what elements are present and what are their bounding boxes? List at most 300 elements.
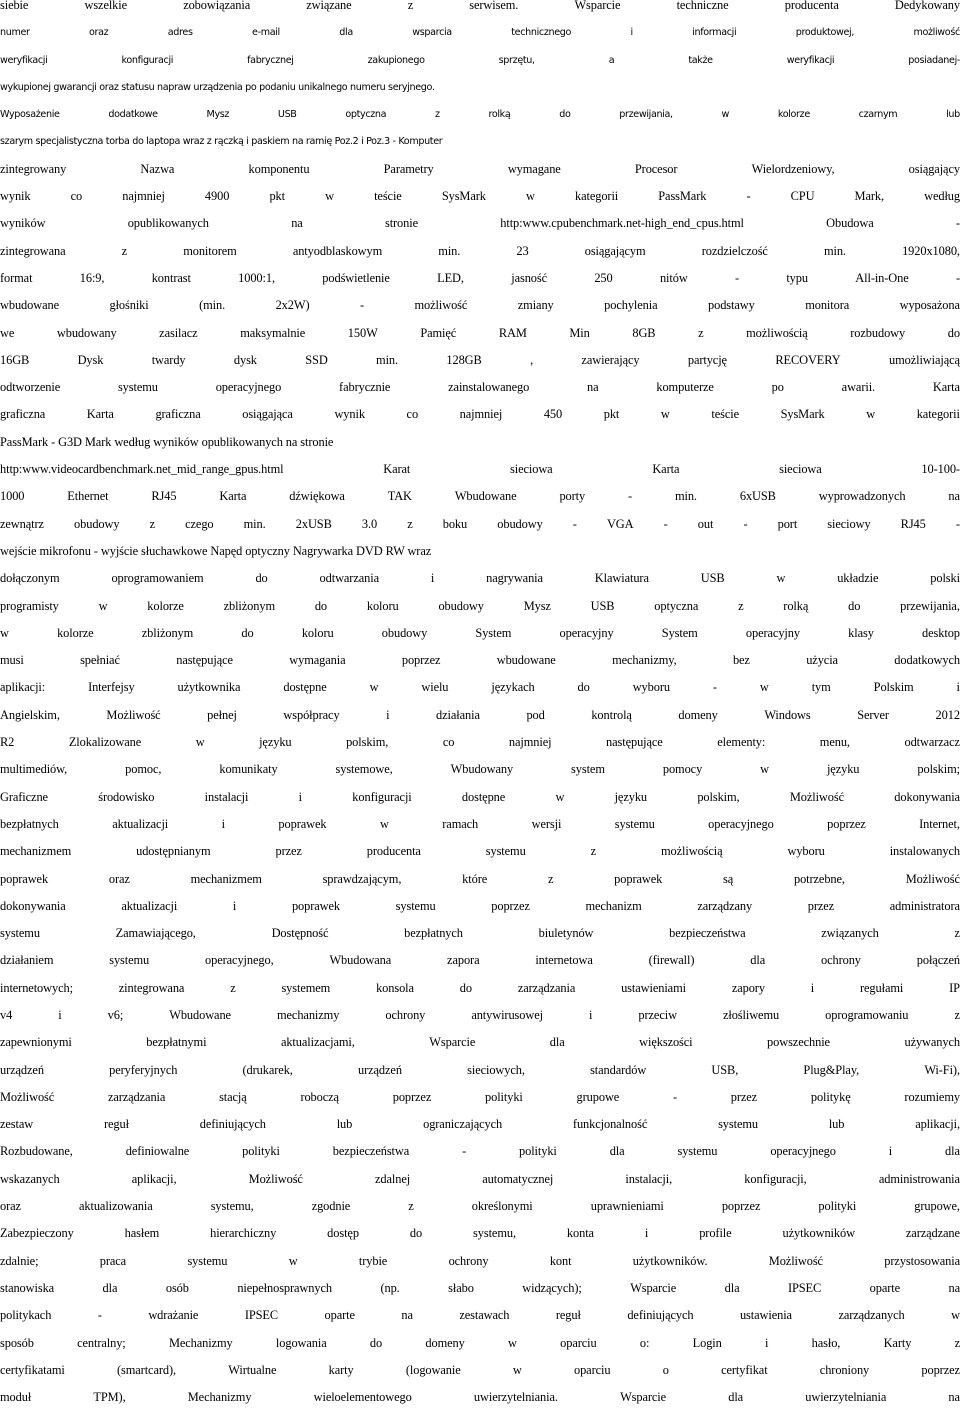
word: językach	[491, 680, 535, 695]
word: oprogramowaniu	[825, 1007, 909, 1022]
word: instalacji,	[625, 1171, 673, 1186]
word: Wbudowane	[454, 489, 517, 504]
word: VGA	[606, 516, 634, 531]
word: osiągająca	[242, 407, 293, 422]
word: serwisem.	[469, 0, 519, 12]
text-line	[0, 1057, 960, 1084]
word: automatycznej	[482, 1171, 554, 1186]
word: TAK	[387, 489, 412, 504]
word: 16:9,	[79, 270, 105, 285]
text-line	[0, 1084, 960, 1111]
word: Wsparcie	[620, 1390, 667, 1405]
word: zasilacz	[159, 325, 198, 340]
word: (smartcard),	[117, 1362, 176, 1377]
word: przez	[730, 1089, 758, 1104]
word: min.	[823, 243, 846, 258]
word: wdrażanie	[148, 1308, 199, 1323]
word: multimediów,	[0, 762, 68, 777]
word: dla	[549, 1035, 565, 1050]
word: następujące	[606, 735, 663, 750]
word: Internet,	[919, 816, 960, 831]
word: polityki	[818, 1199, 857, 1214]
word: osiągającym	[584, 243, 646, 258]
text-line	[0, 292, 960, 319]
text-line	[0, 1330, 960, 1357]
word: i	[810, 980, 815, 995]
word: obudowy	[74, 516, 120, 531]
word: z	[408, 1199, 414, 1214]
word: IP	[949, 980, 960, 995]
word: Możliwość	[0, 1089, 55, 1104]
word: wskazanych	[0, 1171, 60, 1186]
word: w	[866, 407, 876, 422]
word: ustawienia	[739, 1308, 792, 1323]
word: hasło,	[811, 1335, 841, 1350]
text-line	[0, 320, 960, 347]
word: Ethernet	[67, 489, 109, 504]
word: 8GB	[632, 325, 656, 340]
word: Procesor	[634, 161, 678, 176]
word: na	[948, 1390, 960, 1405]
word: i	[386, 707, 390, 722]
word: certyfikat	[721, 1362, 768, 1377]
word: słabo	[448, 1280, 474, 1295]
word: operacyjnego	[215, 380, 282, 395]
word: dla	[724, 1280, 740, 1295]
word: po	[771, 380, 784, 395]
text-line	[0, 47, 960, 74]
text-line: wykupionej gwarancji oraz statusu napraw urządzenia po podaniu unikalnego numeru seryjnego.	[0, 81, 435, 93]
text-line	[0, 866, 960, 893]
word: Zamawiającego,	[115, 926, 196, 941]
word: podświetlenie	[322, 270, 390, 285]
word: kont	[549, 1253, 572, 1268]
word: dodatkowych	[894, 653, 960, 668]
word: czego	[185, 516, 214, 531]
word: wyboru	[632, 680, 670, 695]
word: 150W	[347, 325, 378, 340]
word: klasy	[848, 625, 874, 640]
text-line	[0, 183, 960, 210]
word: kolorze	[147, 598, 184, 613]
word: optyczna	[654, 598, 699, 613]
word: Polskim	[873, 680, 914, 695]
word: dokonywania	[0, 898, 66, 913]
word: kategorii	[916, 407, 960, 422]
text-line	[0, 838, 960, 865]
word: musi	[0, 653, 24, 668]
word: produktowej,	[795, 27, 855, 39]
word: operacyjnego	[770, 1144, 836, 1159]
word: na	[948, 489, 960, 504]
word: IPSEC	[787, 1280, 822, 1295]
word: elementy:	[717, 735, 766, 750]
word: systemu	[718, 1117, 758, 1132]
word: Karat	[383, 462, 411, 477]
word: ,	[530, 352, 534, 367]
word: a	[608, 54, 615, 66]
word: umożliwiającą	[888, 352, 960, 367]
text-line	[0, 1384, 960, 1411]
text-line	[0, 620, 960, 647]
word: także	[688, 54, 713, 66]
word: USB,	[711, 1062, 739, 1077]
word: mechanizmem	[190, 871, 262, 886]
word: układzie	[837, 571, 879, 586]
word: typu	[786, 270, 808, 285]
word: udostępnianym	[136, 844, 211, 859]
word: konfiguracji,	[744, 1171, 807, 1186]
word: -	[663, 516, 668, 531]
word: informacji	[692, 27, 737, 39]
word: definiujących	[199, 1117, 266, 1132]
word: SysMark	[441, 189, 486, 204]
text-line	[0, 1220, 960, 1247]
word: języku	[259, 735, 292, 750]
word: rozdzielczość	[701, 243, 768, 258]
word: związanych	[821, 926, 879, 941]
text-line	[0, 811, 960, 838]
word: w	[98, 598, 108, 613]
word: systemu	[187, 1253, 228, 1268]
word: System	[661, 625, 698, 640]
word: http:www.cpubenchmark.net-high_end_cpus.html	[500, 216, 744, 231]
word: w	[512, 1362, 522, 1377]
word: aplikacji,	[131, 1171, 177, 1186]
word: odtwarzania	[319, 571, 379, 586]
word: stanowiska	[0, 1280, 55, 1295]
word: zdalnie;	[0, 1253, 39, 1268]
word: systemowe,	[335, 762, 393, 777]
word: standardów	[590, 1062, 647, 1077]
word: w	[288, 1253, 298, 1268]
word: określonymi	[471, 1199, 533, 1214]
word: CPU	[790, 189, 815, 204]
word: 16GB	[0, 352, 30, 367]
word: w	[759, 680, 769, 695]
word: stronie	[384, 216, 418, 231]
word: bezpieczeństwa	[669, 926, 746, 941]
word: na	[587, 380, 599, 395]
word: Server	[857, 707, 889, 722]
word: aktualizacji	[112, 816, 169, 831]
word: zobowiązania	[183, 0, 251, 12]
word: przez	[807, 898, 835, 913]
word: 2012	[935, 707, 960, 722]
word: profile	[699, 1226, 732, 1241]
word: systemu	[614, 816, 655, 831]
word: hierarchiczny	[210, 1226, 277, 1241]
word: wymagania	[289, 653, 346, 668]
word: teście	[711, 407, 739, 422]
word: do	[459, 980, 472, 995]
word: Wbudowane	[169, 1007, 231, 1022]
word: powszechnie	[767, 1035, 830, 1050]
word: dźwiękowa	[289, 489, 345, 504]
word: wymagane	[507, 161, 561, 176]
word: w	[0, 625, 9, 640]
word: administrowania	[878, 1171, 960, 1186]
word: fabrycznej	[247, 54, 294, 66]
word: i	[298, 789, 302, 804]
word: teście	[374, 189, 402, 204]
word: użytkownika	[177, 680, 241, 695]
word: możliwość	[414, 298, 468, 313]
word: weryfikacji	[786, 54, 835, 66]
word: http:www.videocardbenchmark.net_mid_range_gpus.html	[0, 462, 284, 477]
word: praca	[99, 1253, 127, 1268]
word: niepełnosprawnych	[237, 1280, 332, 1295]
word: zestawach	[459, 1308, 510, 1323]
word: bez	[732, 653, 750, 668]
word: są	[723, 871, 734, 886]
text-line	[0, 101, 960, 128]
word: użytkowników.	[632, 1253, 708, 1268]
word: optyczna	[345, 109, 387, 121]
word: v4	[0, 1007, 13, 1022]
word: wynik	[0, 189, 31, 204]
word: dysk	[233, 352, 257, 367]
word: zapewnionymi	[0, 1035, 72, 1050]
word: dostępne	[461, 789, 506, 804]
word: dla	[609, 1144, 625, 1159]
word: Możliwość	[905, 871, 960, 886]
word: połączeń	[916, 953, 960, 968]
word: kontrolą	[591, 707, 632, 722]
text-line	[0, 920, 960, 947]
word: USB	[277, 109, 297, 121]
word: systemem	[281, 980, 331, 995]
word: poprzez	[921, 1362, 960, 1377]
word: porty	[559, 489, 586, 504]
word: operacyjny	[559, 625, 614, 640]
word: operacyjnego,	[205, 953, 274, 968]
word: w	[195, 735, 205, 750]
word: Dedykowany	[894, 0, 960, 12]
word: poprzez	[401, 653, 441, 668]
word: w	[721, 109, 730, 121]
word: w	[379, 816, 389, 831]
text-line	[0, 702, 960, 729]
word: sieciowa	[510, 462, 553, 477]
word: politykach	[0, 1308, 52, 1323]
word: biuletynów	[538, 926, 594, 941]
word: domeny	[678, 707, 718, 722]
word: producenta	[366, 844, 421, 859]
word: z	[149, 516, 155, 531]
word: IPSEC	[244, 1308, 279, 1323]
word: dostępne	[283, 680, 327, 695]
word: Karta	[652, 462, 680, 477]
word: nitów	[659, 270, 688, 285]
word: następujące	[176, 653, 233, 668]
word: wielu	[421, 680, 449, 695]
word: pochylenia	[604, 298, 658, 313]
word: definiujących	[627, 1308, 694, 1323]
word: zintegrowany	[0, 161, 67, 176]
word: USB	[590, 598, 615, 613]
word: zarządzany	[697, 898, 753, 913]
word: R2	[0, 735, 15, 750]
word: użytkowników	[782, 1226, 855, 1241]
word: -	[359, 298, 365, 313]
word: oraz	[108, 871, 130, 886]
word: wyników	[0, 216, 46, 231]
word: złośliwemu	[722, 1007, 780, 1022]
word: monitora	[805, 298, 850, 313]
word: logowania	[275, 1335, 327, 1350]
text-line	[0, 1357, 960, 1384]
word: Mysz	[523, 598, 551, 613]
word: Plug&Play,	[803, 1062, 860, 1077]
word: związane	[306, 0, 352, 12]
word: TPM),	[93, 1390, 126, 1405]
word: sposób	[0, 1335, 34, 1350]
word: -	[672, 1089, 677, 1104]
word: w	[555, 789, 565, 804]
word: obudowy	[381, 625, 428, 640]
word: ograniczających	[423, 1117, 503, 1132]
word: dla	[728, 1390, 744, 1405]
word: Mechanizmy	[187, 1390, 252, 1405]
word: wbudowany	[56, 325, 117, 340]
word: karty	[328, 1362, 354, 1377]
word: rolką	[783, 598, 809, 613]
word: osób	[165, 1280, 189, 1295]
word: -	[628, 489, 633, 504]
word: All-in-One	[855, 270, 909, 285]
word: Mysz	[206, 109, 230, 121]
word: lub	[946, 109, 960, 121]
word: zainstalowanego	[448, 380, 530, 395]
word: komputerze	[656, 380, 714, 395]
word: 2xUSB	[295, 516, 332, 531]
text-line	[0, 756, 960, 783]
text-line	[0, 674, 960, 701]
word: (drukarek,	[242, 1062, 293, 1077]
word: -	[955, 216, 960, 231]
word: 10-100-	[921, 462, 960, 477]
word: Dysk	[77, 352, 104, 367]
word: dokonywania	[894, 789, 960, 804]
word: poprzez	[491, 898, 530, 913]
word: dla	[945, 1144, 960, 1159]
word: dla	[339, 27, 353, 39]
word: Wsparcie	[630, 1280, 677, 1295]
word: antyodblaskowym	[292, 243, 383, 258]
word: Windows	[764, 707, 811, 722]
word: ochrony	[820, 953, 861, 968]
word: hasłem	[124, 1226, 160, 1241]
word: polityki	[485, 1089, 523, 1104]
word: koloru	[301, 625, 334, 640]
word: konfiguracji	[352, 789, 412, 804]
word: oparciu	[573, 1362, 611, 1377]
word: ochrony	[448, 1253, 489, 1268]
text-line	[0, 1029, 960, 1056]
word: na	[948, 1280, 960, 1295]
text-line	[0, 238, 960, 265]
word: przeciw	[638, 1007, 677, 1022]
text-line	[0, 565, 960, 592]
word: używanych	[904, 1035, 960, 1050]
word: min.	[674, 489, 697, 504]
word: komponentu	[248, 161, 310, 176]
word: przez	[275, 844, 302, 859]
word: SysMark	[780, 407, 825, 422]
word: większości	[639, 1035, 693, 1050]
word: RJ45	[151, 489, 177, 504]
word: graficzna	[0, 407, 46, 422]
word: desktop	[922, 625, 960, 640]
word: przystosowania	[884, 1253, 960, 1268]
word: i	[956, 680, 960, 695]
word: poprzez	[392, 1089, 432, 1104]
word: min.	[438, 243, 461, 258]
word: oprogramowaniem	[111, 571, 204, 586]
text-line	[0, 1111, 960, 1138]
word: koloru	[366, 598, 399, 613]
word: ochrony	[385, 1007, 426, 1022]
word: regułami	[860, 980, 904, 995]
word: konsola	[376, 980, 414, 995]
word: oraz	[0, 1199, 21, 1214]
word: w	[776, 571, 786, 586]
text-line: PassMark - G3D Mark według wyników opublikowanych na stronie	[0, 434, 334, 449]
word: System	[475, 625, 512, 640]
word: użycia	[806, 653, 838, 668]
word: zakupionego	[367, 54, 425, 66]
word: aktualizowania	[79, 1199, 153, 1214]
word: języku	[614, 789, 648, 804]
word: z	[954, 1335, 960, 1350]
word: polskim,	[697, 789, 740, 804]
word: poprawek	[0, 871, 49, 886]
text-line: wejście mikrofonu - wyjście słuchawkowe Napęd optyczny Nagrywarka DVD RW wraz	[0, 543, 432, 558]
word: działaniem	[0, 953, 54, 968]
word: 3.0	[361, 516, 378, 531]
word: spełniać	[80, 653, 120, 668]
word: z	[954, 926, 960, 941]
word: pod	[526, 707, 545, 722]
word: z	[407, 516, 413, 531]
word: Karta	[219, 489, 247, 504]
word: zarządzania	[517, 980, 576, 995]
text-line	[0, 729, 960, 756]
word: z	[407, 0, 414, 12]
word: zestaw	[0, 1117, 34, 1132]
word: Wsparcie	[574, 0, 621, 12]
text-line	[0, 374, 960, 401]
word: działania	[436, 707, 480, 722]
word: 1000	[0, 489, 25, 504]
word: weryfikacji	[0, 54, 48, 66]
word: numer	[0, 27, 30, 39]
word: operacyjnego	[708, 816, 774, 831]
word: nagrywania	[486, 571, 543, 586]
word: Wbudowany	[450, 762, 514, 777]
word: 128GB	[446, 352, 482, 367]
word: uwierzytelniania	[805, 1390, 887, 1405]
word: Karta	[86, 407, 114, 422]
word: oparte	[324, 1308, 355, 1323]
word: przewijania,	[619, 109, 673, 121]
word: obudowy	[438, 598, 484, 613]
word: do	[577, 680, 590, 695]
word: i	[232, 898, 237, 913]
word: SSD	[305, 352, 328, 367]
word: Mechanizmy	[168, 1335, 233, 1350]
